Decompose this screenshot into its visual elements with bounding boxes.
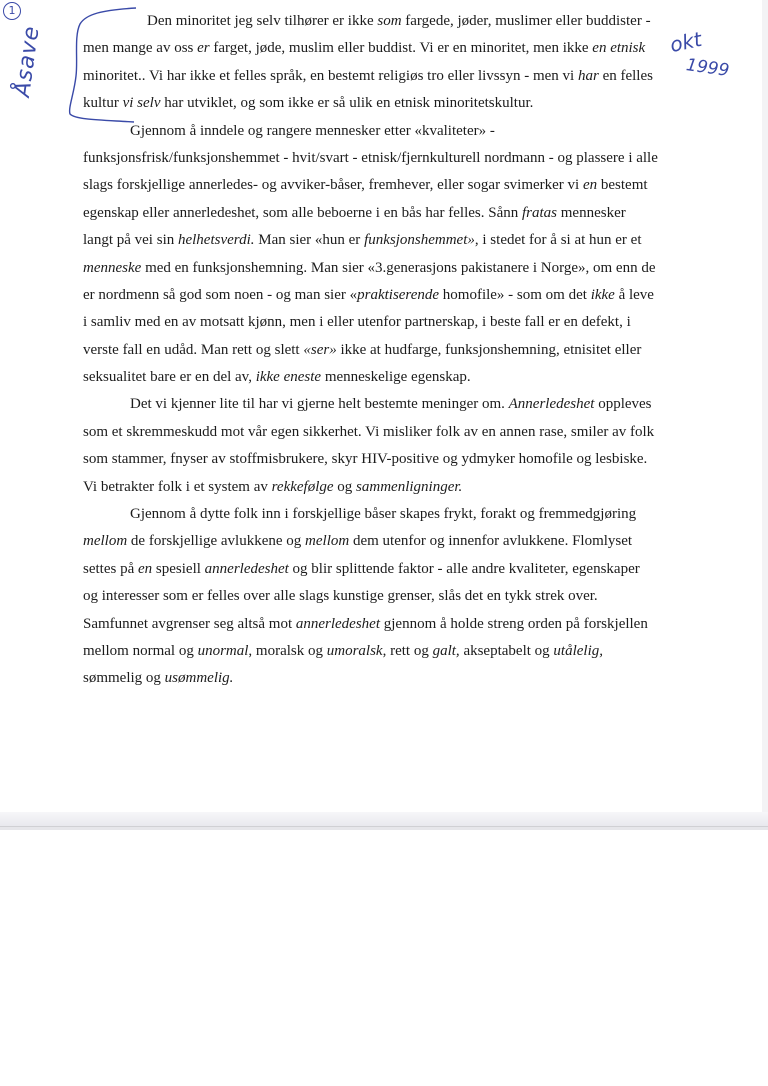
text-run: settes på	[83, 560, 138, 577]
text-line	[83, 391, 671, 418]
italic-text: menneske	[83, 259, 142, 276]
text-run: å leve	[614, 286, 654, 303]
italic-text: mellom	[305, 533, 350, 550]
text-run: mellom normal og	[83, 642, 198, 659]
text-line	[83, 35, 671, 62]
text-line	[83, 255, 671, 282]
italic-text: annerledeshet	[204, 560, 289, 577]
text-run: dem utenfor og innenfor avlukkene. Flomlyset	[349, 533, 633, 550]
text-run: kultur	[83, 95, 123, 112]
text-run: og interesser som er felles over alle slags kunstige grenser, slås det en tykk strek over.	[83, 588, 598, 605]
text-line	[83, 145, 671, 172]
text-line	[83, 446, 671, 473]
text-run: sømmelig og	[83, 670, 165, 687]
text-run: minoritet.. Vi har ikke et felles språk, en bestemt religiøs tro eller livssyn - men vi	[83, 67, 578, 84]
handwritten-page-number: 1	[3, 2, 21, 20]
italic-text: praktiserende	[357, 286, 440, 303]
italic-text: en etnisk	[592, 40, 646, 57]
text-run: , moralsk og	[248, 642, 327, 659]
text-run: Det vi kjenner lite til har vi gjerne helt bestemte meninger om.	[130, 396, 509, 413]
text-run: Samfunnet avgrenser seg altså mot	[83, 615, 296, 632]
italic-text: er	[197, 40, 210, 57]
text-line	[83, 419, 671, 446]
text-run: , i stedet for å si at hun er et	[474, 232, 642, 249]
text-run: mennesker	[557, 204, 626, 221]
text-line	[83, 90, 671, 117]
text-run: , rett og	[382, 642, 433, 659]
text-line	[83, 118, 671, 145]
text-line	[83, 665, 671, 692]
text-run: en felles	[598, 67, 653, 84]
text-run: Gjennom å dytte folk inn i forskjellige båser skapes frykt, forakt og fremmedgjøring	[130, 506, 637, 523]
text-run: men mange av oss	[83, 40, 198, 57]
text-run: gjennom å holde streng orden på forskjellen	[380, 615, 648, 632]
text-run: verste fall en udåd. Man rett og slett	[83, 341, 304, 358]
document-body	[83, 8, 671, 693]
text-line	[83, 556, 671, 583]
page-bottom-edge	[0, 812, 768, 826]
italic-text: en	[137, 560, 153, 577]
text-run: Man sier «hun er	[254, 232, 365, 249]
text-run: akseptabelt og	[459, 642, 554, 659]
italic-text: mellom	[83, 533, 128, 550]
text-line	[83, 309, 671, 336]
text-run: oppleves	[594, 396, 652, 413]
text-run: Den minoritet jeg selv tilhører er ikke	[147, 13, 378, 29]
text-run: seksualitet bare er en del av,	[83, 369, 256, 386]
text-run: fargede, jøder, muslimer eller buddister -	[401, 13, 651, 29]
handwritten-name: Åsave	[10, 24, 45, 99]
text-run: de forskjellige avlukkene og	[127, 533, 306, 550]
text-run: funksjonsfrisk/funksjonshemmet - hvit/svart - etnisk/fjernkulturell nordmann - og plassere i alle	[83, 149, 658, 166]
text-line	[83, 227, 671, 254]
text-line	[83, 583, 671, 610]
text-line	[83, 337, 671, 364]
text-run: ikke at hudfarge, funksjonshemning, etnisitet eller	[336, 341, 642, 358]
text-line	[83, 200, 671, 227]
text-run: som stammer, fnyser av stoffmisbrukere, skyr HIV-positive og ydmyker homofile og lesbiske.	[83, 451, 648, 468]
text-line	[83, 474, 671, 501]
text-run: langt på vei sin	[83, 232, 178, 249]
text-run: slags forskjellige annerledes- og avviker-båser, fremhever, eller sogar svimerker vi	[83, 177, 583, 194]
text-run: har utviklet, og som ikke er så ulik en etnisk minoritetskultur.	[160, 95, 534, 112]
italic-text: rekkefølge	[271, 478, 334, 495]
italic-text: funksjonshemmet»	[364, 232, 475, 249]
text-line	[83, 63, 671, 90]
text-run: og	[333, 478, 357, 495]
text-run: spesiell	[152, 560, 205, 577]
text-run: egenskap eller annerledeshet, som alle beboerne i en bås har felles. Sånn	[83, 204, 522, 221]
italic-text: helhetsverdi.	[177, 232, 255, 249]
italic-text: «ser»	[303, 341, 337, 358]
italic-text: som	[377, 13, 402, 29]
italic-text: en	[582, 177, 598, 194]
text-run: i samliv med en av motsatt kjønn, men i eller utenfor partnerskap, i beste fall er en defekt, i	[83, 314, 631, 331]
italic-text: utålelig,	[553, 642, 603, 659]
italic-text: sammenligninger.	[356, 478, 463, 495]
text-line	[83, 364, 671, 391]
text-run: menneskelige egenskap.	[321, 369, 471, 386]
italic-text: unormal	[197, 642, 249, 659]
italic-text: galt,	[432, 642, 460, 659]
italic-text: ikke eneste	[255, 369, 322, 386]
italic-text: har	[577, 67, 599, 84]
text-line	[83, 611, 671, 638]
text-line	[83, 172, 671, 199]
italic-text: annerledeshet	[295, 615, 380, 632]
text-run: Vi betrakter folk i et system av	[83, 478, 272, 495]
italic-text: fratas	[522, 204, 558, 221]
text-line	[83, 282, 671, 309]
handwritten-date-year: 1999	[684, 55, 731, 81]
italic-text: umoralsk	[326, 642, 383, 659]
text-run: homofile» - som om det	[439, 286, 591, 303]
italic-text: Annerledeshet	[508, 396, 595, 413]
text-run: med en funksjonshemning. Man sier «3.generasjons pakistanere i Norge», om enn de	[141, 259, 656, 276]
text-run: er nordmenn så god som noen - og man sier «	[83, 286, 358, 303]
text-run: bestemt	[597, 177, 648, 194]
text-line	[83, 8, 671, 35]
text-line	[83, 501, 671, 528]
text-line	[83, 638, 671, 665]
italic-text: usømmelig.	[164, 670, 234, 687]
italic-text: vi selv	[122, 95, 161, 112]
text-line	[83, 528, 671, 555]
text-run: farget, jøde, muslim eller buddist. Vi er en minoritet, men ikke	[209, 40, 593, 57]
text-run: og blir splittende faktor - alle andre kvaliteter, egenskaper	[288, 560, 640, 577]
handwritten-date-month: okt	[667, 26, 704, 58]
text-run: som et skremmeskudd mot vår egen sikkerhet. Vi misliker folk av en annen rase, smiler av folk	[83, 423, 655, 440]
italic-text: ikke	[590, 286, 615, 303]
text-run: Gjennom å inndele og rangere mennesker etter «kvaliteter» -	[130, 122, 495, 139]
